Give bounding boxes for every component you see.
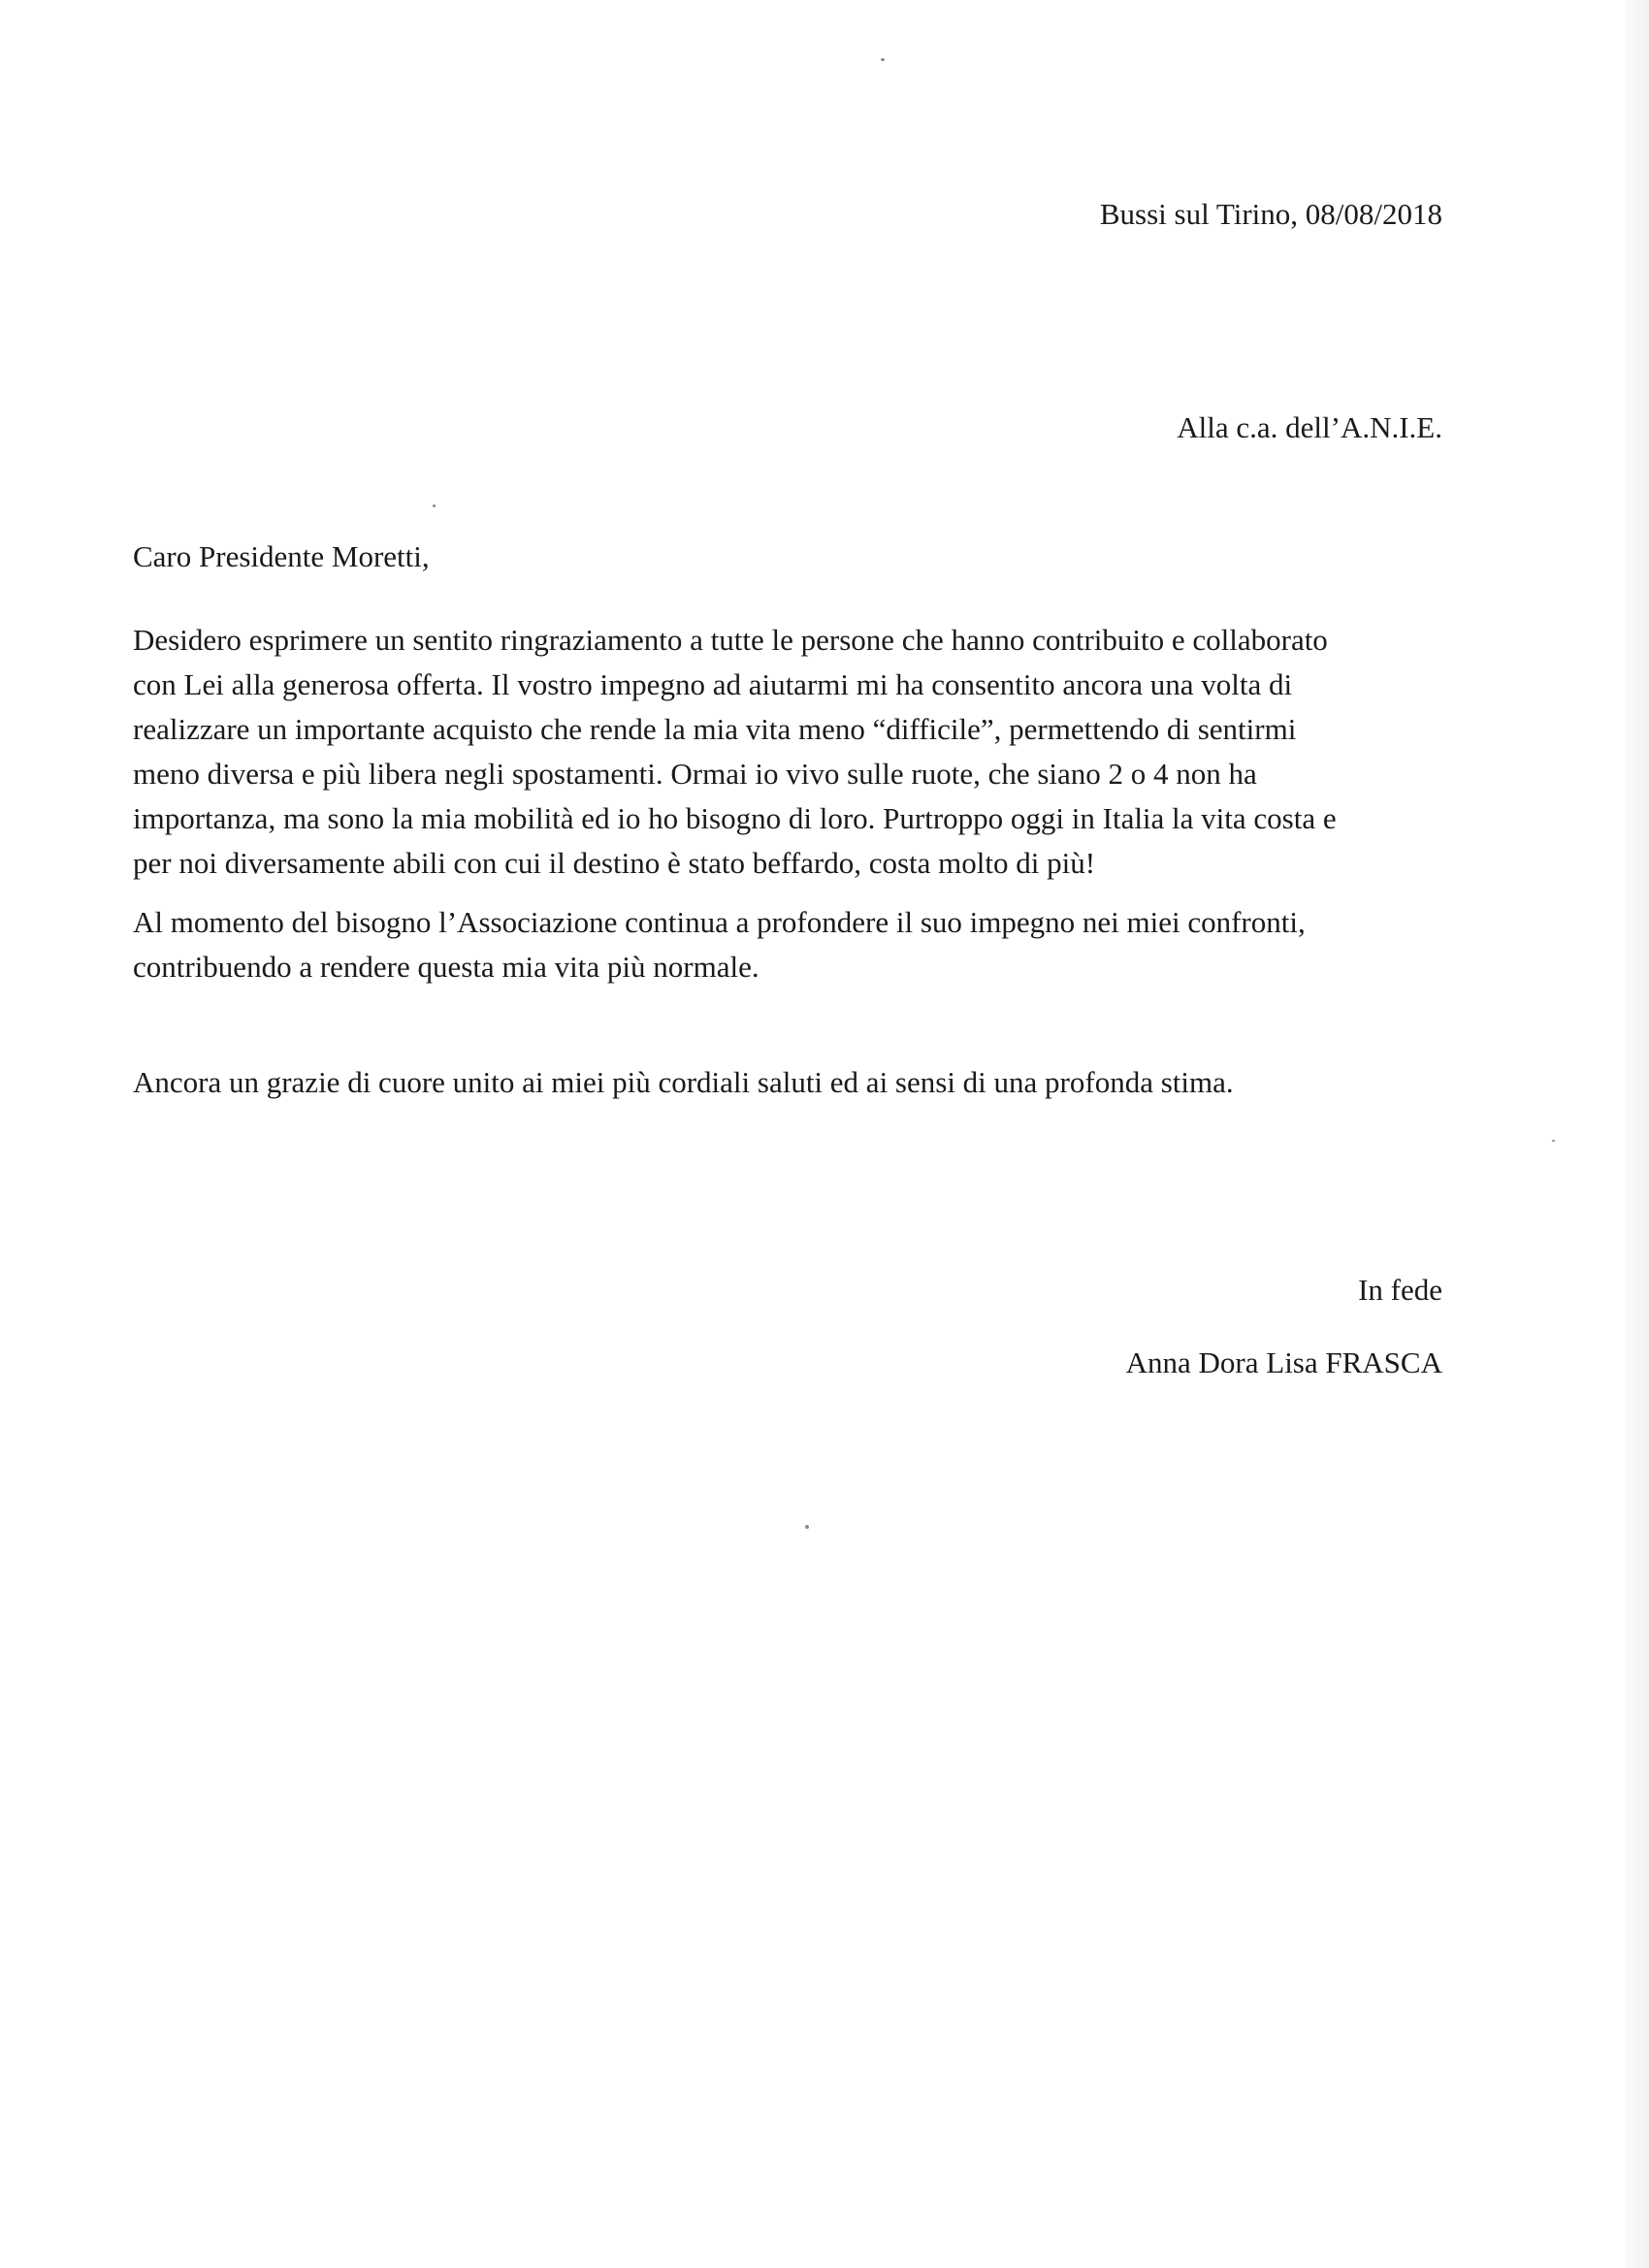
paragraph-line: realizzare un importante acquisto che rende la mia vita meno “difficile”, permettendo di sentirmi bbox=[133, 712, 1297, 746]
signature-name: Anna Dora Lisa FRASCA bbox=[1125, 1345, 1442, 1379]
paragraph-thanks bbox=[133, 618, 1452, 886]
salutation: Caro Presidente Moretti, bbox=[133, 539, 430, 573]
place-date: Bussi sul Tirino, 08/08/2018 bbox=[1099, 197, 1442, 231]
recipient: Alla c.a. dell’A.N.I.E. bbox=[1177, 410, 1442, 444]
scan-edge-shadow bbox=[1626, 0, 1649, 2268]
scan-speck bbox=[881, 58, 885, 61]
paragraph-greetings: Ancora un grazie di cuore unito ai miei più cordiali saluti ed ai sensi di una profonda stima. bbox=[133, 1065, 1234, 1099]
closing: In fede bbox=[1358, 1273, 1442, 1307]
paragraph-line: meno diversa e più libera negli spostamenti. Ormai io vivo sulle ruote, che siano 2 o 4 non ha bbox=[133, 757, 1257, 791]
scan-speck bbox=[1552, 1140, 1555, 1142]
paragraph-line: con Lei alla generosa offerta. Il vostro impegno ad aiutarmi mi ha consentito ancora una volta di bbox=[133, 667, 1293, 701]
paragraph-association bbox=[133, 900, 1452, 989]
paragraph-line: per noi diversamente abili con cui il destino è stato beffardo, costa molto di più! bbox=[133, 846, 1096, 880]
scan-speck bbox=[433, 504, 436, 507]
scan-speck bbox=[805, 1525, 809, 1529]
paragraph-line: contribuendo a rendere questa mia vita più normale. bbox=[133, 950, 760, 984]
paragraph-line: Desidero esprimere un sentito ringraziamento a tutte le persone che hanno contribuito e collaborato bbox=[133, 623, 1328, 657]
paragraph-line: importanza, ma sono la mia mobilità ed io ho bisogno di loro. Purtroppo oggi in Italia la vita costa e bbox=[133, 801, 1337, 835]
paragraph-line: Al momento del bisogno l’Associazione continua a profondere il suo impegno nei miei confronti, bbox=[133, 905, 1306, 939]
